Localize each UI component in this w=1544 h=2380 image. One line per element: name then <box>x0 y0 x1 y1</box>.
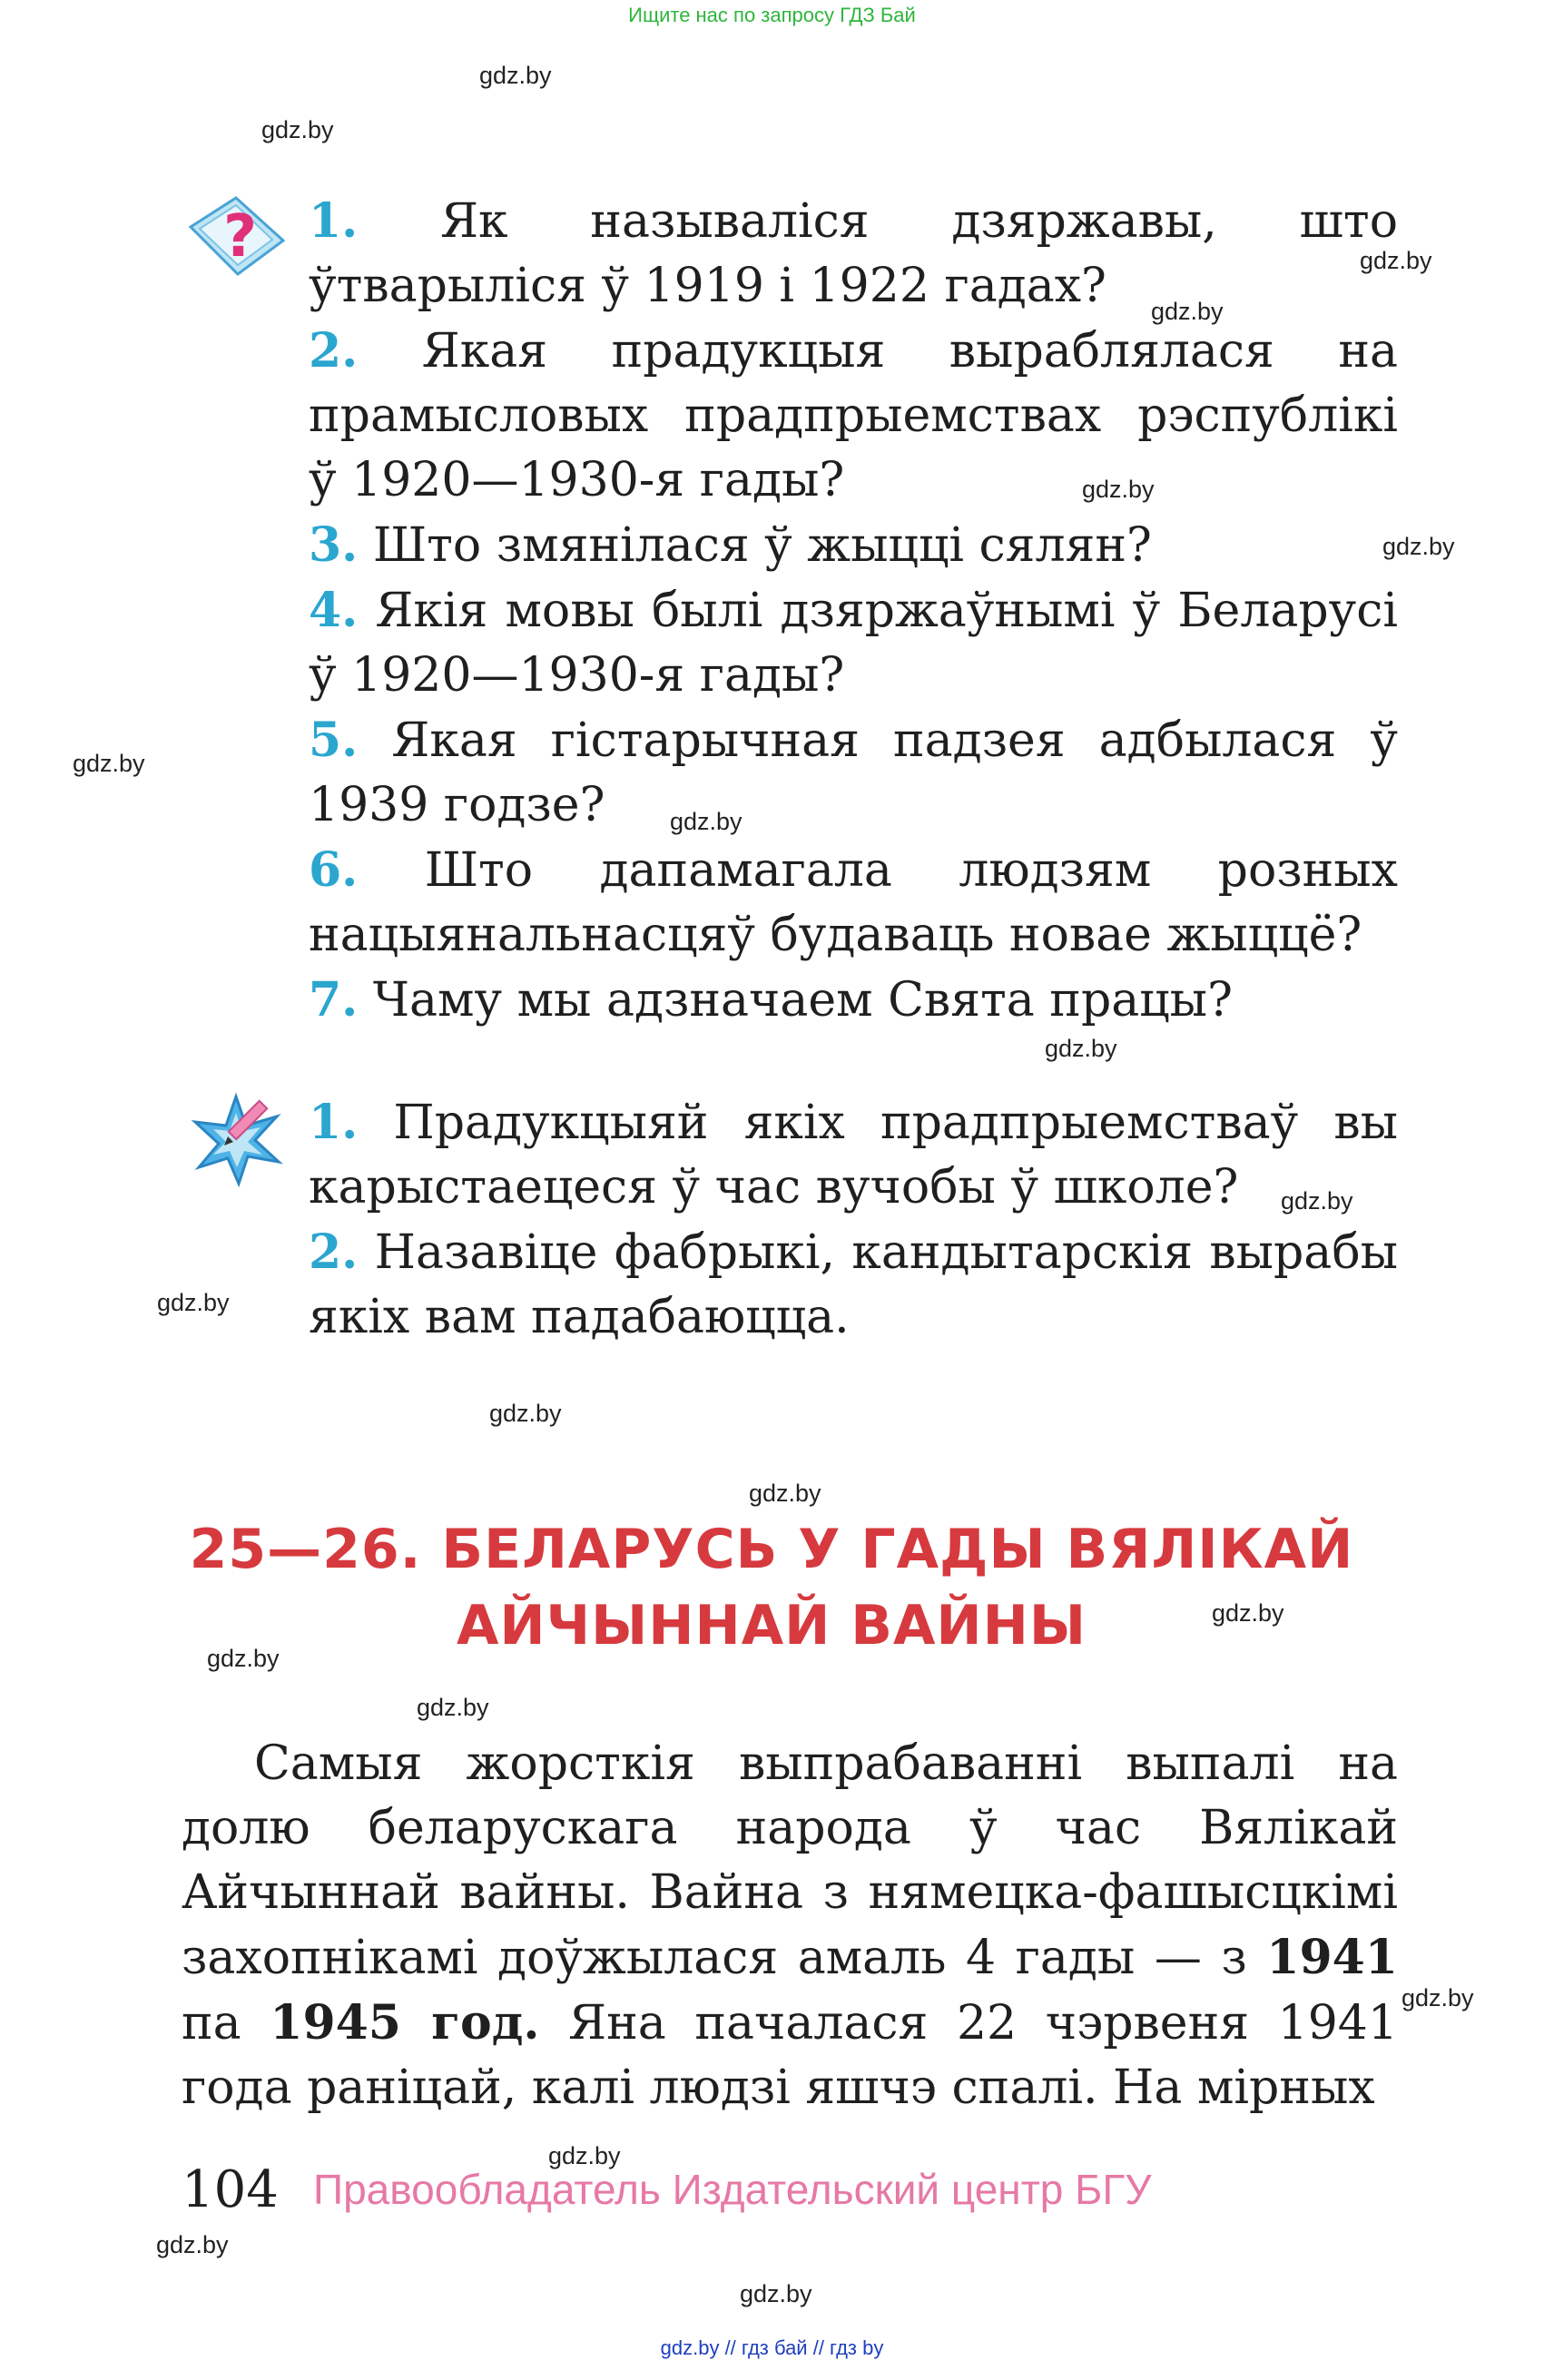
svg-text:?: ? <box>223 203 258 270</box>
task-text: Назавіце фабрыкі, кандытарскія вырабы якіх вам падабаюцца. <box>309 1225 1399 1344</box>
watermark: gdz.by <box>1082 476 1155 503</box>
watermark: gdz.by <box>1281 1187 1353 1215</box>
question-text: Якая гістарычная падзея адбылася ў 1939 годзе? <box>309 713 1398 832</box>
question-number: 4. <box>309 583 359 638</box>
watermark: gdz.by <box>479 62 552 89</box>
chapter-heading-line1: 25—26. БЕЛАРУСЬ У ГАДЫ ВЯЛІКАЙ <box>189 1518 1354 1581</box>
watermark: gdz.by <box>261 116 334 143</box>
watermark: gdz.by <box>207 1645 280 1672</box>
question-text: Якая прадукцыя выраблялася на прамысловых прадпрыемствах рэспублікі ў 1920—1930-я гады? <box>309 324 1398 507</box>
watermark: gdz.by <box>1360 247 1432 274</box>
question-item <box>309 838 1398 968</box>
top-banner[interactable]: Ищите нас по запросу ГДЗ Бай <box>628 4 916 26</box>
watermark: gdz.by <box>1212 1599 1284 1627</box>
question-item <box>309 319 1398 513</box>
task-item <box>309 1220 1398 1350</box>
questions-list <box>309 189 1398 1033</box>
paragraph-bold-year: 1945 год. <box>270 1995 540 2051</box>
task-number: 2. <box>309 1224 359 1280</box>
rights-holder: Правообладатель Издательский центр БГУ <box>313 2166 1152 2213</box>
chapter-heading <box>145 1511 1398 1664</box>
question-item <box>309 189 1398 319</box>
question-item <box>309 513 1398 578</box>
watermark: gdz.by <box>749 1480 821 1507</box>
watermark: gdz.by <box>1401 1984 1474 2011</box>
page-number: 104 <box>182 2160 279 2219</box>
question-text: Якія мовы былі дзяржаўнымі ў Беларусі ў 1920—1930-я гады? <box>309 584 1398 703</box>
question-number: 1. <box>309 193 359 249</box>
pencil-star-icon <box>186 1089 286 1189</box>
task-text: Прадукцыяй якіх прадпрыемстваў вы карыстаецеся ў час вучобы ў школе? <box>309 1096 1398 1215</box>
question-mark-icon <box>182 191 290 281</box>
watermark: gdz.by <box>1382 533 1455 560</box>
paragraph-text: па <box>182 1996 270 2051</box>
watermark: gdz.by <box>740 2280 812 2307</box>
task-item <box>309 1090 1398 1220</box>
question-number: 7. <box>309 972 359 1028</box>
question-number: 3. <box>309 517 359 573</box>
watermark: gdz.by <box>417 1694 489 1721</box>
watermark: gdz.by <box>156 2231 229 2258</box>
paragraph-bold-year: 1941 <box>1266 1930 1398 1985</box>
question-text: Што змянілася ў жыцці сялян? <box>372 518 1152 573</box>
watermark: gdz.by <box>73 750 145 777</box>
bottom-links[interactable]: gdz.by // гдз бай // гдз by <box>660 2336 884 2359</box>
watermark: gdz.by <box>1045 1035 1117 1062</box>
question-text: Што дапамагала людзям розных нацыянальнасцяў будаваць новае жыццё? <box>309 843 1398 962</box>
watermark: gdz.by <box>1151 298 1224 325</box>
task-number: 1. <box>309 1095 359 1150</box>
question-item <box>309 578 1398 708</box>
question-text: Як называліся дзяржавы, што ўтварыліся ў 1919 і 1922 гадах? <box>309 194 1399 313</box>
watermark: gdz.by <box>157 1289 230 1316</box>
body-paragraph <box>182 1732 1398 2120</box>
question-text: Чаму мы адзначаем Свята працы? <box>372 973 1233 1028</box>
question-number: 6. <box>309 842 359 898</box>
question-item <box>309 968 1398 1033</box>
tasks-list <box>309 1090 1398 1350</box>
watermark: gdz.by <box>489 1400 562 1427</box>
watermark: gdz.by <box>548 2142 621 2169</box>
question-number: 5. <box>309 713 359 768</box>
paragraph-text: Самыя жорсткія выпрабаванні выпалі на долю беларускага народа ў час Вялікай Айчыннай вайны. Вайна з нямецка-фашысцкімі захопнікамі доўжылася амаль 4 гады — з <box>182 1736 1398 1985</box>
question-number: 2. <box>309 323 359 379</box>
chapter-heading-line2: АЙЧЫННАЙ ВАЙНЫ <box>456 1594 1087 1657</box>
watermark: gdz.by <box>670 808 742 835</box>
paragraph-text: Яна пачалася 22 чэрвеня 1941 года раніцай, калі людзі яшчэ спалі. На мірных <box>182 1996 1398 2115</box>
question-item <box>309 708 1398 838</box>
